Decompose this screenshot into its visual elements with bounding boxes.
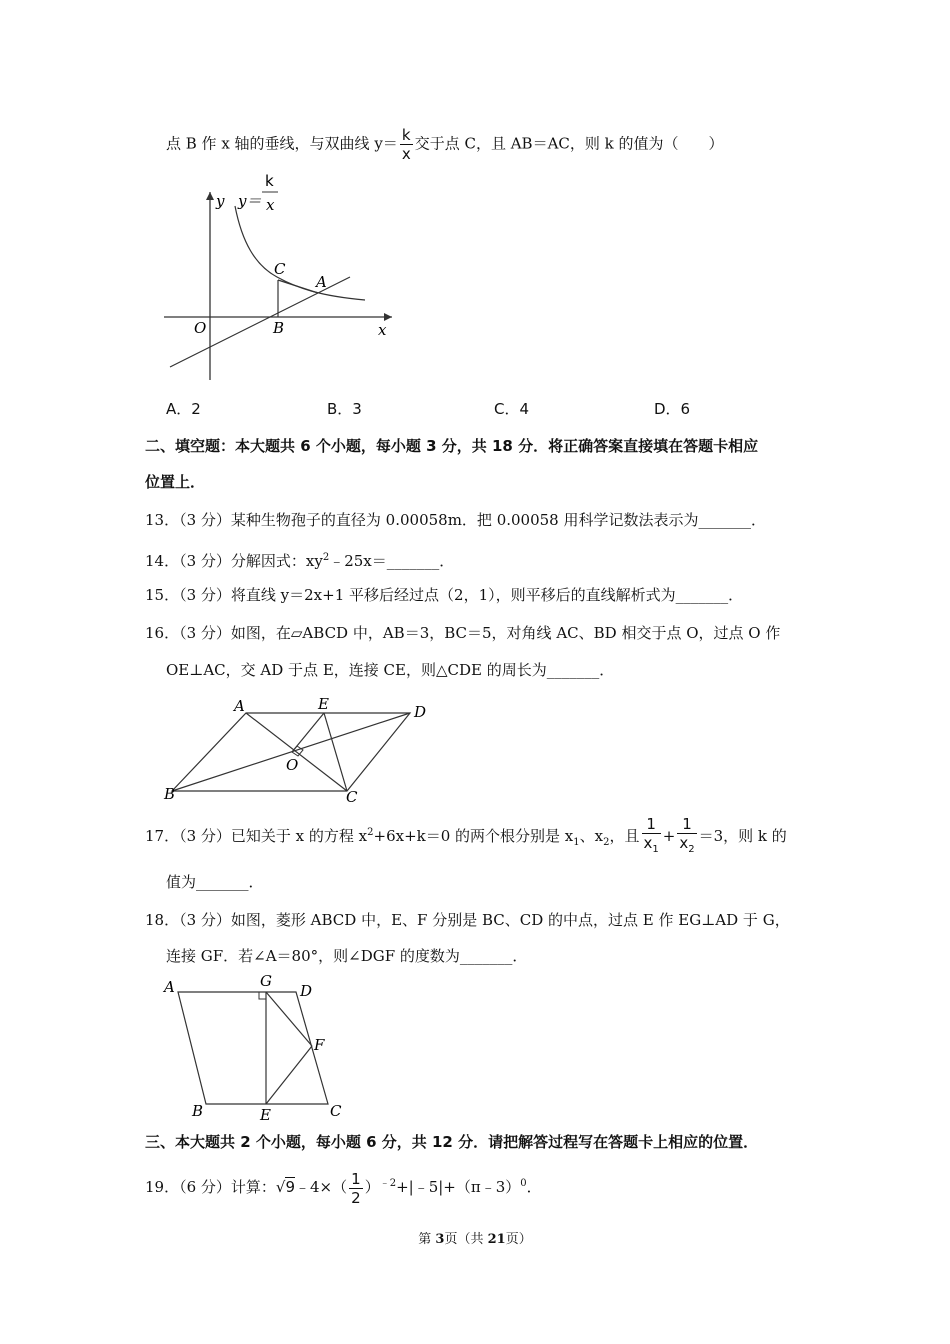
- question-18-line2: 连接 GF．若∠A＝80°，则∠DGF 的度数为_______．: [166, 947, 528, 965]
- fig3-label-b: B: [192, 1102, 204, 1120]
- fig2-label-d: D: [414, 703, 427, 721]
- q17-text-e: ＝3，则 k 的: [698, 827, 787, 845]
- q17-f1-den: x: [643, 834, 653, 852]
- fig2-label-a: A: [234, 697, 245, 715]
- fig3-label-d: D: [300, 982, 313, 1000]
- figure-hyperbola: [160, 170, 400, 385]
- question-13: 13．（3 分）某种生物孢子的直径为 0.00058m．把 0.00058 用科学记数法表示为_______．: [145, 511, 766, 529]
- q17-f1-num: 1: [642, 815, 661, 834]
- option-a: A．2: [166, 400, 201, 418]
- q17-f1-sub: 1: [652, 844, 659, 855]
- fig1-eq-num: k: [265, 172, 274, 190]
- q17-text-c: 、x: [579, 827, 604, 845]
- question-14: [145, 548, 454, 571]
- q17-f2-den: x: [679, 834, 689, 852]
- section2-heading: 二、填空题：本大题共 6 个小题，每小题 3 分，共 18 分．将正确答案直接填在答题卡相应: [145, 437, 759, 455]
- option-c: C．4: [494, 400, 530, 418]
- fig1-eq-lhs: y＝: [238, 192, 262, 210]
- fig3-label-g: G: [260, 972, 272, 990]
- q17-sub2: 2: [603, 837, 610, 848]
- q19-text-d: +|﹣5|+（π﹣3）: [396, 1178, 521, 1196]
- fig2-label-o: O: [286, 756, 299, 774]
- footer-a: 第: [418, 1232, 436, 1247]
- q17-text-a: 17．（3 分）已知关于 x 的方程 x: [145, 827, 368, 845]
- q19-f-num: 1: [351, 1169, 361, 1188]
- footer-page: 3: [435, 1232, 445, 1247]
- q19-f-den: 2: [351, 1188, 361, 1207]
- fig1-label-c: C: [274, 260, 286, 278]
- q17-f2-sub: 2: [688, 844, 695, 855]
- q12-tail-line: [166, 126, 724, 163]
- question-16-line2: OE⊥AC，交 AD 于点 E，连接 CE，则△CDE 的周长为_______．: [166, 661, 615, 679]
- q19-sqrt-value: 9: [285, 1178, 296, 1196]
- figure-rhombus: [160, 970, 360, 1125]
- q14-text-a: 14．（3 分）分解因式：xy: [145, 552, 323, 570]
- question-15: 15．（3 分）将直线 y＝2x+1 平移后经过点（2，1），则平移后的直线解析式为_______．: [145, 586, 744, 604]
- option-b: B．3: [327, 400, 362, 418]
- question-16-line1: 16．（3 分）如图，在▱ABCD 中，AB＝3，BC＝5，对角线 AC、BD 相交于点 O，过点 O 作: [145, 624, 781, 642]
- fig3-label-f: F: [314, 1036, 325, 1054]
- section2-heading-2: 位置上．: [145, 473, 206, 491]
- q12-text-1: 点 B 作 x 轴的垂线，与双曲线 y＝: [166, 134, 398, 153]
- footer-total: 21: [487, 1232, 506, 1247]
- sqrt-icon: √: [275, 1178, 286, 1196]
- footer-b: 页（共: [444, 1232, 488, 1247]
- q12-frac-num: k: [400, 126, 413, 145]
- q19-sup1: ﹣2: [379, 1178, 397, 1189]
- q17-sup: 2: [367, 827, 374, 838]
- fig1-eq-den: x: [266, 196, 275, 214]
- q17-fraction-1: [642, 815, 661, 859]
- q19-fraction: [349, 1170, 363, 1207]
- fig1-label-b: B: [273, 319, 285, 337]
- question-17-line1: [145, 815, 787, 861]
- fig2-label-e: E: [318, 695, 329, 713]
- page-footer: [0, 1228, 950, 1247]
- q19-text-b: ﹣4×（: [295, 1178, 348, 1196]
- q14-sup: 2: [322, 552, 330, 563]
- fig1-y-label: y: [216, 192, 225, 210]
- q19-text-e: ．: [526, 1178, 542, 1196]
- footer-c: 页）: [505, 1232, 532, 1247]
- q17-sub1: 1: [573, 837, 580, 848]
- q19-sup2: 0: [520, 1178, 527, 1189]
- question-17-line2: 值为_______．: [166, 873, 264, 891]
- q12-fraction: [400, 126, 413, 163]
- q14-text-b: ﹣25x＝_______．: [329, 552, 455, 570]
- fig1-label-x: x: [378, 321, 387, 339]
- q17-text-d: ，且: [609, 827, 640, 845]
- fig2-label-b: B: [164, 785, 176, 803]
- fig3-label-c: C: [330, 1102, 342, 1120]
- fig3-label-e: E: [260, 1106, 271, 1124]
- q17-plus: +: [662, 827, 676, 845]
- q19-text-c: ）: [364, 1178, 380, 1196]
- q19-text-a: 19．（6 分）计算：: [145, 1178, 276, 1196]
- q12-text-2: 交于点 C，且 AB＝AC，则 k 的值为（ ）: [414, 134, 724, 153]
- fig1-label-o: O: [194, 319, 207, 337]
- q17-text-b: +6x+k＝0 的两个根分别是 x: [373, 827, 574, 845]
- q17-f2-num: 1: [677, 815, 696, 834]
- q17-fraction-2: [677, 815, 696, 859]
- question-19: [145, 1164, 542, 1207]
- q12-frac-den: x: [401, 145, 411, 163]
- fig2-label-c: C: [346, 788, 358, 805]
- fig3-label-a: A: [164, 978, 175, 996]
- option-d: D．6: [654, 400, 691, 418]
- question-18-line1: 18．（3 分）如图，菱形 ABCD 中，E、F 分别是 BC、CD 的中点，过点 E 作 EG⊥AD 于 G，: [145, 911, 790, 929]
- figure-parallelogram: [160, 695, 430, 805]
- fig1-label-a: A: [316, 273, 327, 291]
- section3-heading: 三、本大题共 2 个小题，每小题 6 分，共 12 分．请把解答过程写在答题卡上相应的位置．: [145, 1133, 759, 1151]
